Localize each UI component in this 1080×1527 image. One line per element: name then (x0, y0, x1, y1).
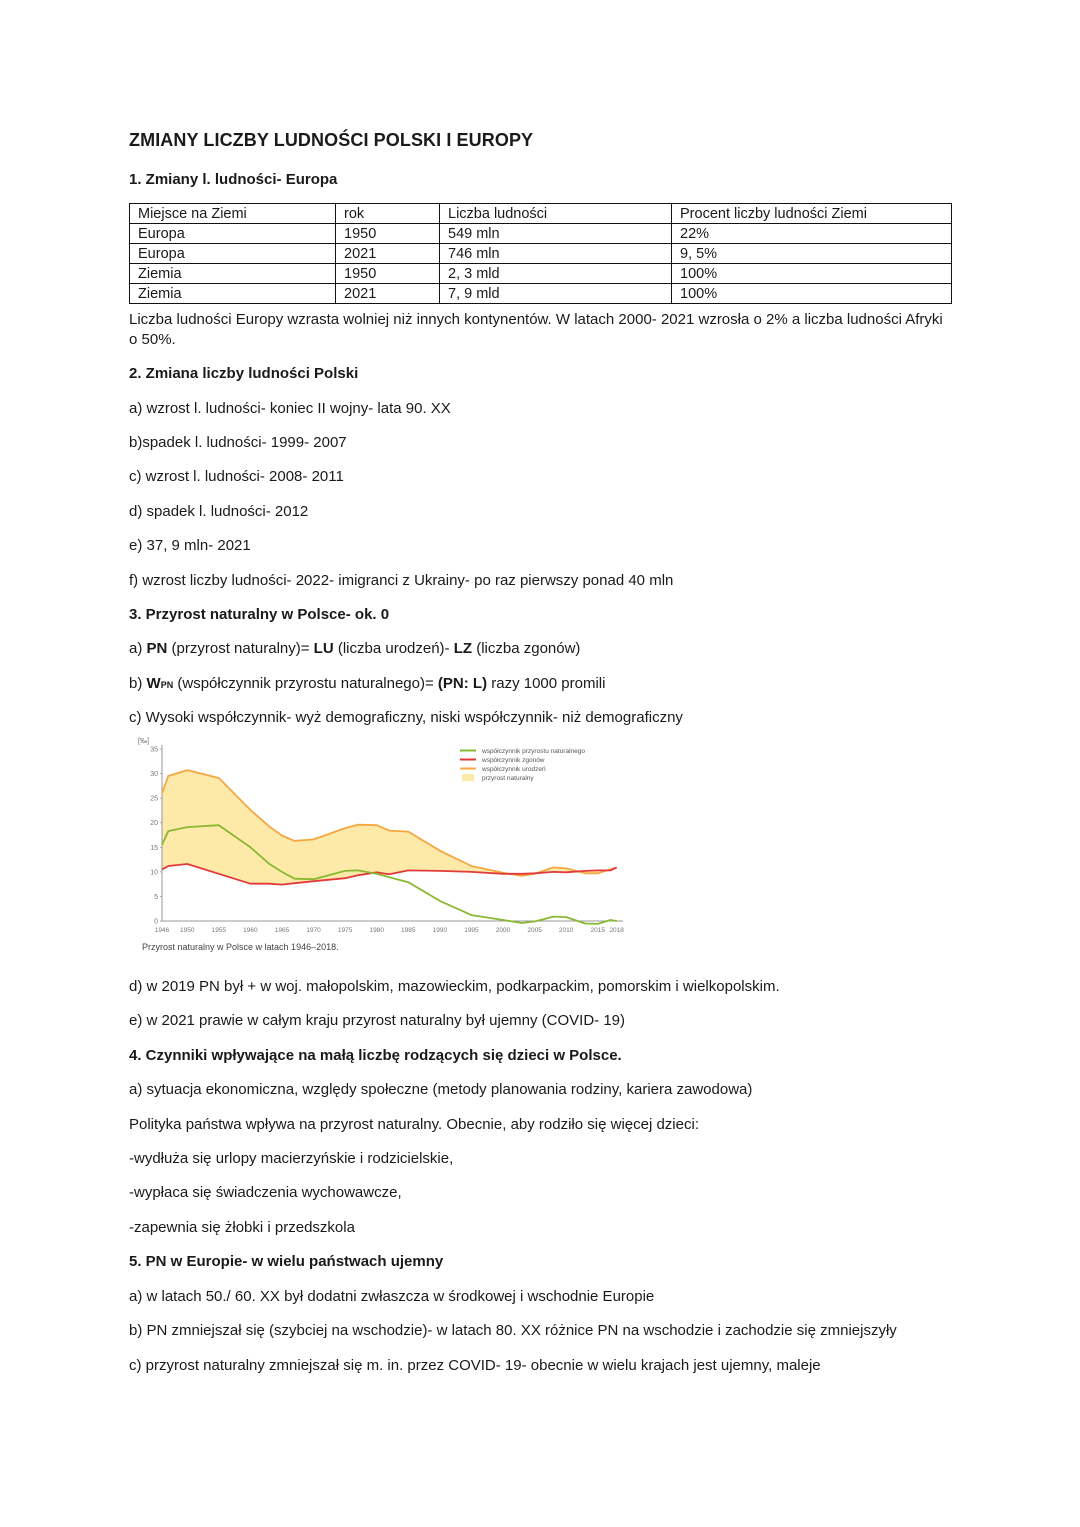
table-cell: 7, 9 mld (440, 284, 672, 304)
policy-paragraph: Polityka państwa wpływa na przyrost naturalny. Obecnie, aby rodziło się więcej dzieci: (129, 1116, 699, 1133)
table-header-cell: rok (336, 204, 440, 224)
x-tick-label: 1950 (180, 927, 195, 934)
section3-heading: 3. Przyrost naturalny w Polsce- ok. 0 (129, 606, 390, 623)
table-cell: 2, 3 mld (440, 264, 672, 284)
list-item: e) 37, 9 mln- 2021 (129, 537, 251, 554)
chart-caption: Przyrost naturalny w Polsce w latach 1946–2018. (142, 942, 339, 952)
legend-label: współczynnik przyrostu naturalnego (482, 748, 585, 755)
list-item: a) sytuacja ekonomiczna, względy społeczne (metody planowania rodziny, kariera zawodowa) (129, 1081, 753, 1098)
x-tick-label: 2005 (527, 927, 542, 934)
x-tick-label: 1946 (154, 927, 170, 934)
lu-term: LU (313, 640, 334, 657)
table-cell: 2021 (336, 284, 440, 304)
y-tick-label: 30 (150, 771, 158, 779)
item-prefix: a) (129, 640, 147, 657)
natural-growth-area (162, 770, 617, 885)
lu-definition: (liczba urodzeń)- (333, 640, 454, 657)
table-cell: 9, 5% (672, 244, 952, 264)
table-row (130, 264, 952, 284)
table-cell: Ziemia (130, 284, 336, 304)
table-cell: 22% (672, 224, 952, 244)
y-axis-label: [‰] (138, 738, 149, 745)
table-cell: 1950 (336, 224, 440, 244)
list-item: -zapewnia się żłobki i przedszkola (129, 1219, 355, 1236)
wpn-formula-line (129, 675, 605, 692)
list-item: d) spadek l. ludności- 2012 (129, 503, 309, 520)
section4-heading: 4. Czynniki wpływające na małą liczbę rodzących się dzieci w Polsce. (129, 1047, 622, 1064)
list-item: a) w latach 50./ 60. XX był dodatni zwłaszcza w środkowej i wschodnie Europie (129, 1288, 655, 1305)
wpn-formula: (PN: L) (437, 675, 488, 692)
x-tick-label: 1965 (274, 927, 290, 934)
y-tick-label: 10 (150, 869, 158, 877)
table-row (130, 284, 952, 304)
x-tick-label: 1970 (306, 927, 321, 934)
x-tick-label: 2015 (590, 927, 605, 934)
list-item: c) Wysoki współczynnik- wyż demograficzny, niski współczynnik- niż demograficzny (129, 709, 683, 726)
table-header-cell: Procent liczby ludności Ziemi (672, 204, 952, 224)
x-tick-label: 2010 (558, 927, 574, 934)
y-tick-label: 15 (150, 844, 158, 852)
list-item: -wydłuża się urlopy macierzyńskie i rodzicielskie, (129, 1150, 454, 1167)
wpn-term: W (146, 675, 161, 692)
x-tick-label: 2000 (495, 927, 511, 934)
x-tick-label: 1990 (432, 927, 448, 934)
table-cell: 746 mln (440, 244, 672, 264)
table-cell: 549 mln (440, 224, 672, 244)
wpn-subscript: PN (160, 680, 174, 690)
y-tick-label: 35 (150, 746, 158, 754)
pn-definition: (przyrost naturalny)= (167, 640, 314, 657)
lz-term: LZ (453, 640, 473, 657)
y-tick-label: 25 (150, 795, 158, 803)
x-tick-label: 1955 (211, 927, 227, 934)
table-cell: 100% (672, 284, 952, 304)
x-tick-label: 2018 (609, 927, 624, 934)
list-item: a) wzrost l. ludności- koniec II wojny- lata 90. XX (129, 400, 451, 417)
pn-formula-line (129, 640, 580, 657)
list-item: c) przyrost naturalny zmniejszał się m. in. przez COVID- 19- obecnie w wielu krajach jest ujemny, maleje (129, 1357, 821, 1374)
natural-growth-chart (138, 733, 638, 958)
list-item: b) PN zmniejszał się (szybciej na wschodzie)- w latach 80. XX różnice PN na wschodzie i zachodzie się zmniejszyły (129, 1322, 897, 1339)
x-tick-label: 1980 (369, 927, 384, 934)
pn-term: PN (146, 640, 168, 657)
y-tick-label: 5 (154, 893, 158, 901)
y-tick-label: 20 (150, 820, 158, 828)
list-item: d) w 2019 PN był + w woj. małopolskim, mazowieckim, podkarpackim, pomorskim i wielkopolskim. (129, 978, 780, 995)
table-row (130, 224, 952, 244)
legend-label: współczynnik zgonów (482, 757, 545, 764)
europe-growth-paragraph: Liczba ludności Europy wzrasta wolniej niż innych kontynentów. W latach 2000- 2021 wzrosła o 2% a liczba ludności Afryki o 50%. (129, 311, 943, 348)
table-cell: 100% (672, 264, 952, 284)
x-tick-label: 1985 (401, 927, 416, 934)
legend-label: przyrost naturalny (482, 775, 534, 782)
y-tick-label: 0 (154, 918, 158, 926)
page-title: ZMIANY LICZBY LUDNOŚCI POLSKI I EUROPY (129, 130, 534, 150)
list-item: c) wzrost l. ludności- 2008- 2011 (129, 468, 344, 485)
x-tick-label: 1995 (464, 927, 479, 934)
item-prefix: b) (129, 675, 147, 692)
lz-definition: (liczba zgonów) (472, 640, 581, 657)
list-item: f) wzrost liczby ludności- 2022- imigranci z Ukrainy- po raz pierwszy ponad 40 mln (129, 572, 674, 589)
x-tick-label: 1960 (243, 927, 258, 934)
table-row (130, 244, 952, 264)
x-tick-label: 1975 (337, 927, 353, 934)
table-header-cell: Liczba ludności (440, 204, 672, 224)
table-cell: Ziemia (130, 264, 336, 284)
population-table (129, 203, 952, 304)
section2-heading: 2. Zmiana liczby ludności Polski (129, 365, 359, 382)
list-item: e) w 2021 prawie w całym kraju przyrost naturalny był ujemny (COVID- 19) (129, 1012, 626, 1029)
table-cell: 2021 (336, 244, 440, 264)
table-cell: 1950 (336, 264, 440, 284)
wpn-multiplier: razy 1000 promili (487, 675, 606, 692)
legend-swatch (462, 774, 474, 781)
list-item: -wypłaca się świadczenia wychowawcze, (129, 1184, 402, 1201)
table-header-cell: Miejsce na Ziemi (130, 204, 336, 224)
table-cell: Europa (130, 224, 336, 244)
section5-heading: 5. PN w Europie- w wielu państwach ujemny (129, 1253, 444, 1270)
wpn-definition: (współczynnik przyrostu naturalnego)= (173, 675, 438, 692)
table-header-row (130, 204, 952, 224)
table-cell: Europa (130, 244, 336, 264)
list-item: b)spadek l. ludności- 1999- 2007 (129, 434, 347, 451)
section1-heading: 1. Zmiany l. ludności- Europa (129, 171, 338, 188)
legend-label: współczynnik urodzeń (482, 766, 546, 773)
